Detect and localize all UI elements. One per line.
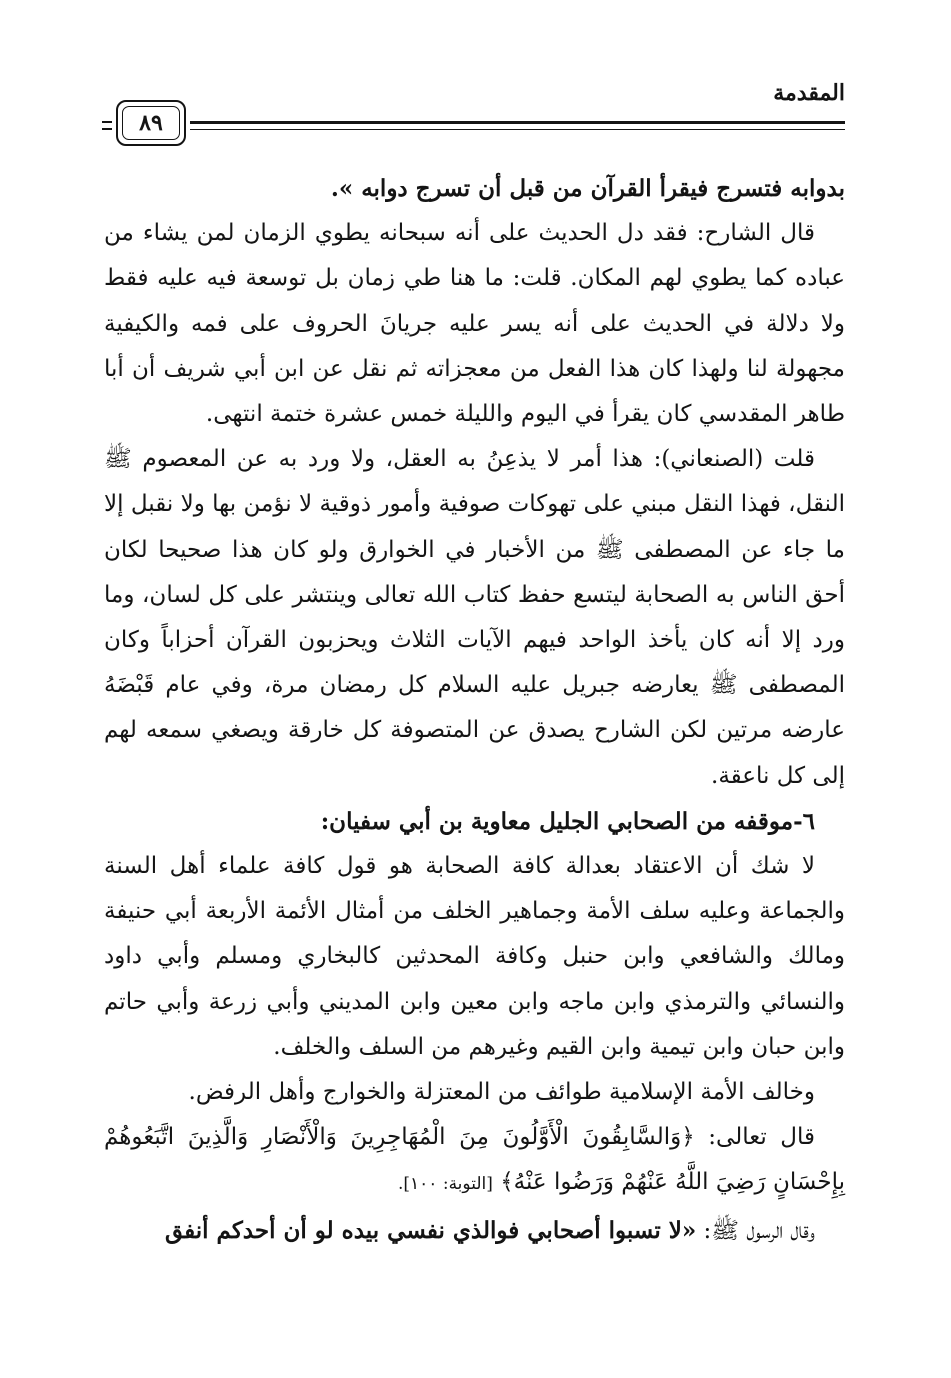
header-rule-lines: [190, 121, 845, 130]
paragraph-opposition: وخالف الأمة الإسلامية طوائف من المعتزلة والخوارج وأهل الرفض.: [188, 1079, 815, 1106]
header-double-rule: [112, 118, 845, 134]
paragraph-quran-verse: [104, 1115, 845, 1207]
paragraph-continuation: بدوابه فتسرج فيقرأ القرآن من قبل أن تسرج دوابه ».: [330, 175, 845, 202]
paragraph-sanani: قلت (الصنعاني): هذا أمر لا يذعِنُ به العقل، ولا ورد به عن المعصوم ﷺ النقل، فهذا النقل مبني على تهوكات صوفية وأمور ذوقية لا نؤمن بها ولا نقبل إلا ما جاء عن المصطفى ﷺ من الأخبار في الخوارق ولو كان هذا صحيحا لكان أحق الناس به الصحابة ليتسع حفظ كتاب الله تعالى وينتشر على كل لسان، وما ورد إلا أنه كان يأخذ الواحد فيهم الآيات الثلاث ويحزبون القرآن أحزاباً وكان المصطفى ﷺ يعارضه جبريل عليه السلام كل رمضان مرة، وفي عام قَبْضَهُ عارضه مرتين لكن الشارح يصدق عن المتصوفة كل خارقة ويصغي سمعه لهم إلى كل ناعقة.: [104, 446, 845, 789]
page-number-badge: [116, 100, 186, 146]
verse-reference: [التوبة: ١٠٠].: [397, 1174, 493, 1195]
page-number: ٨٩: [139, 110, 163, 136]
paragraph-companions: لا شك أن الاعتقاد بعدالة كافة الصحابة هو قول كافة علماء أهل السنة والجماعة وعليه سلف الأمة وجماهير الخلف من أمثال الأئمة الأربعة أبي حنيفة ومالك والشافعي وابن حنبل وكافة المحدثين كالبخاري ومسلم وأبي داود والنسائي والترمذي وابن ماجه وابن معين وابن المديني وأبي زرعة وأبي حاتم وابن حبان وابن تيمية وابن القيم وغيرهم من السلف والخلف.: [104, 853, 845, 1060]
body-text: [104, 166, 845, 1254]
quran-verse: قال تعالى: ﴿وَالسَّابِقُونَ الْأَوَّلُونَ مِنَ الْمُهَاجِرِينَ وَالْأَنْصَارِ وَالَّذِينَ اتَّبَعُوهُمْ بِإِحْسَانٍ رَضِيَ اللَّهُ عَنْهُمْ وَرَضُوا عَنْهُ﴾: [104, 1124, 845, 1196]
hadith-intro: وقال الرسول ﷺ:: [703, 1217, 815, 1244]
hadith-text: «لا تسبوا أصحابي فوالذي نفسي بيده لو أن أحدكم أنفق: [164, 1216, 697, 1244]
paragraph-commentator: قال الشارح: فقد دل الحديث على أنه سبحانه يطوي الزمان لمن يشاء من عباده كما يطوي لهم المكان. قلت: ما هنا طي زمان بل توسعة فيه عليه فقط ولا دلالة في الحديث على أنه يسر عليه جريانَ الحروف على فمه والكيفية مجهولة لنا ولهذا كان هذا الفعل من معجزاته ثم نقل عن ابن أبي شريف أن أبا طاهر المقدسي كان يقرأ في اليوم والليلة خمس عشرة ختمة انتهى.: [104, 220, 845, 428]
section-heading: ٦-موقفه من الصحابي الجليل معاوية بن أبي سفيان:: [320, 807, 815, 835]
running-header-title: المقدمة: [773, 80, 845, 106]
header-rule-left-stub: [102, 121, 112, 130]
paragraph-hadith: [104, 1208, 845, 1254]
